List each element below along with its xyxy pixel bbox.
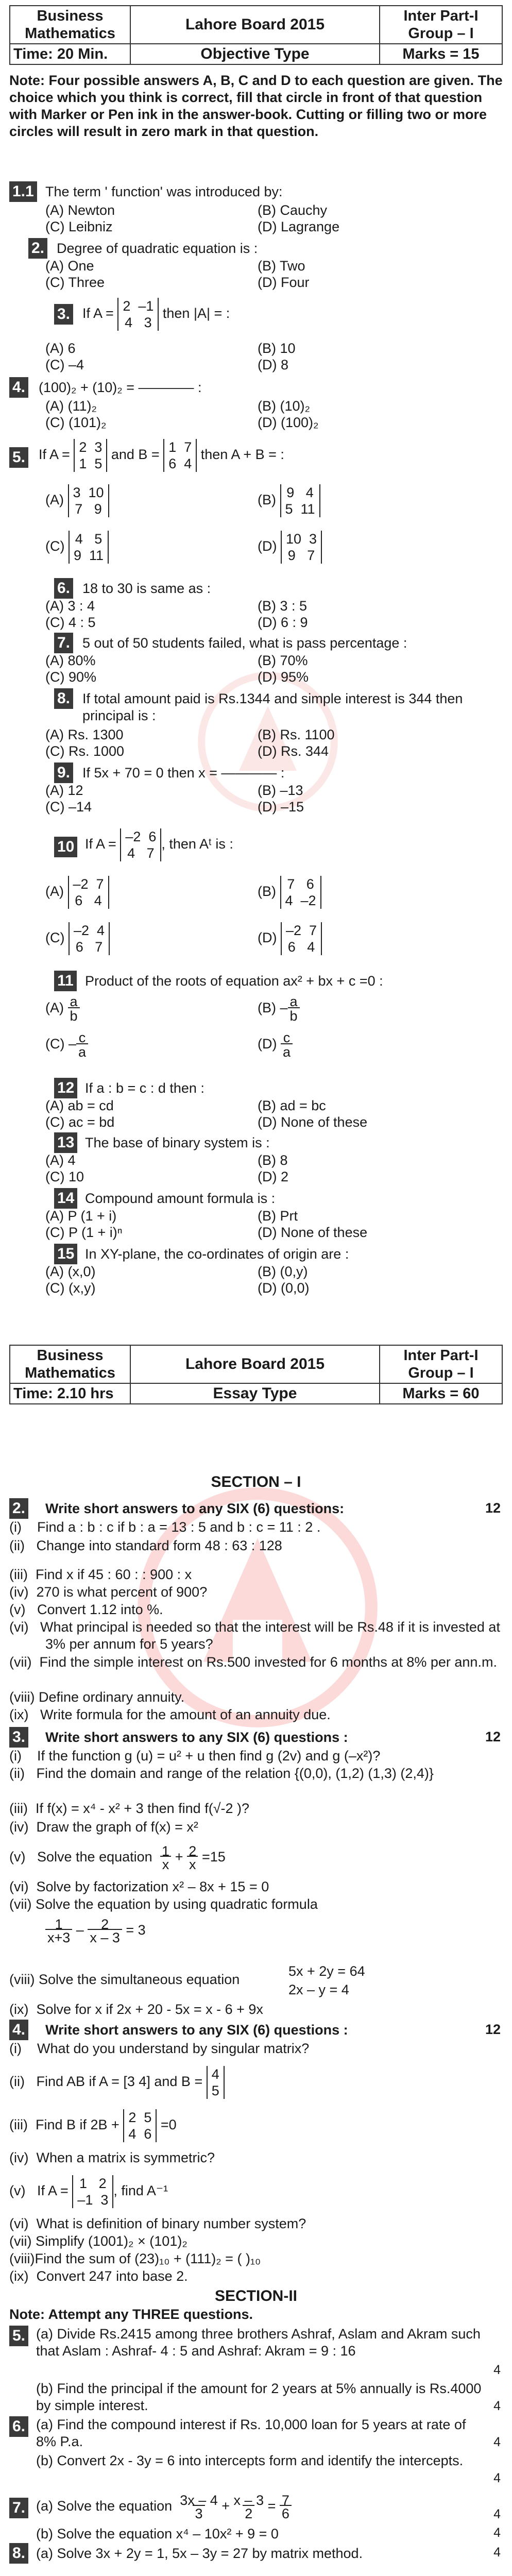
option-b: (B) –13 <box>258 783 303 798</box>
option-a: (A) (11)₂ <box>45 398 97 414</box>
option-c: (C) P (1 + i)ⁿ <box>45 1225 123 1240</box>
option-b: (B) ad = bc <box>258 1098 326 1113</box>
section-title: SECTION-II <box>214 2287 297 2304</box>
marks-label: 12 <box>485 2022 501 2037</box>
marks-cell: Marks = 15 <box>380 44 502 64</box>
question-number: 10 <box>54 837 77 857</box>
long-question: (a) Divide Rs.2415 among three brothers Ashraf, Aslam and Akram such that Aslam : Ashraf- 4 : 5 and Ashraf: Akram = 9 : 16 <box>36 2326 481 2359</box>
option-c: (C) 4 : 5 <box>45 615 96 630</box>
question-text: If A = –2 6 4 7, then Aᵗ is : <box>85 829 233 861</box>
option-c: (C) Rs. 1000 <box>45 743 125 759</box>
option-d: (D) 2 <box>258 1169 288 1184</box>
option-a: (A) 3 : 4 <box>45 598 95 614</box>
option-b: (B) – a b <box>258 994 300 1023</box>
option-c: (C) –14 <box>45 799 92 815</box>
sub-question: (iii) Find B if 2B + 2 5 4 6 =0 <box>9 2110 177 2142</box>
question-number: 14 <box>54 1188 77 1209</box>
option-d: (D) –2 7 6 4 <box>258 922 322 955</box>
marks-label: 4 <box>493 2545 501 2560</box>
sub-question: (iv) 270 is what percent of 900? <box>9 1584 208 1600</box>
option-c: (C) (101)₂ <box>45 415 107 430</box>
sub-question: (ix) Write formula for the amount of an annuity due. <box>9 1707 331 1722</box>
question-number: 4. <box>9 2020 28 2040</box>
time-cell: Time: 2.10 hrs <box>10 1383 130 1404</box>
sub-question: (vi) What is definition of binary number system? <box>9 2216 306 2231</box>
sub-question: (viii)Find the sum of (23)₁₀ + (111)₂ = ( )₁₀ <box>9 2251 261 2266</box>
section-title: SECTION – I <box>211 1473 301 1490</box>
question-text: Compound amount formula is : <box>85 1191 276 1206</box>
question-number: 3. <box>9 1727 28 1748</box>
option-d: (D) Lagrange <box>258 219 340 234</box>
sub-question: (viii) Solve the simultaneous equation <box>9 1972 240 1987</box>
question-text: If total amount paid is Rs.1344 and simple interest is 344 then principal is : <box>82 691 463 723</box>
question-number: 8. <box>54 688 73 709</box>
option-b: (B) (0,y) <box>258 1264 308 1279</box>
question-text: Write short answers to any SIX (6) questions : <box>45 2022 348 2038</box>
question-text: The term ' function' was introduced by: <box>45 184 283 199</box>
option-d: (D) (100)₂ <box>258 415 319 430</box>
option-a: (A) 4 <box>45 1153 76 1168</box>
question-text: In XY-plane, the co-ordinates of origin are : <box>85 1246 349 1262</box>
type-cell: Essay Type <box>130 1383 380 1404</box>
option-b: (B) (10)₂ <box>258 398 310 414</box>
sub-question: (vii) Simplify (1001)₂ × (101)₂ <box>9 2233 187 2249</box>
option-a: (A) 12 <box>45 783 83 798</box>
question-number: 2. <box>28 238 47 259</box>
option-b: (B) Two <box>258 258 305 274</box>
sub-question: (ii) Find AB if A = [3 4] and B = 4 5 <box>9 2066 225 2099</box>
option-d: (D) –15 <box>258 799 304 815</box>
option-c: (C) Leibniz <box>45 219 113 234</box>
marks-label: 4 <box>493 2507 501 2521</box>
question-number: 3. <box>54 304 73 325</box>
option-b: (B) 3 : 5 <box>258 598 308 614</box>
question-number: 6. <box>54 578 73 599</box>
board-cell: Lahore Board 2015 <box>130 1345 380 1383</box>
long-question: (a) Solve the equation 3x – 4 3 + x – 3 2 = 7 6 <box>36 2494 292 2520</box>
option-b: (B) 10 <box>258 341 296 356</box>
option-a: (A) 3 10 7 9 <box>45 484 109 517</box>
type-cell: Objective Type <box>130 44 380 64</box>
option-d: (D) 10 3 9 7 <box>258 531 322 564</box>
option-a: (A) P (1 + i) <box>45 1208 117 1224</box>
question-number: 2. <box>9 1498 28 1519</box>
marks-label: 4 <box>493 2399 501 2413</box>
sub-question: (ix) Convert 247 into base 2. <box>9 2268 188 2284</box>
marks-cell: Marks = 60 <box>380 1383 502 1404</box>
option-a: (A) (x,0) <box>45 1264 96 1279</box>
sub-question: (i) Find a : b : c if b : a = 13 : 5 and b : c = 11 : 2 . <box>9 1519 321 1535</box>
option-d: (D) None of these <box>258 1225 368 1240</box>
objective-note: Note: Four possible answers A, B, C and D to each question are given. The choice which you think is correct, fill that circle in front of that question with Marker or Pen ink in the answer-book. Cutting or filling two or more circles will result in zero mark in that question. <box>9 73 503 139</box>
question-text: 18 to 30 is same as : <box>82 581 211 596</box>
subject-cell: Business Mathematics <box>10 6 130 44</box>
option-c: (C) – c a <box>45 1030 88 1059</box>
option-d: (D) 95% <box>258 669 309 685</box>
option-d: (D) 8 <box>258 357 288 372</box>
question-text: 5 out of 50 students failed, what is pass percentage : <box>82 635 407 651</box>
sub-question: (iv) When a matrix is symmetric? <box>9 2150 215 2165</box>
sub-question: (ix) Solve for x if 2x + 20 - 5x = x - 6 + 9x <box>9 2002 263 2017</box>
sub-question: (iii) If f(x) = x⁴ - x² + 3 then find f(√-2 )? <box>9 1801 250 1816</box>
option-d: (D) Rs. 344 <box>258 743 329 759</box>
option-c: (C) ac = bd <box>45 1114 115 1130</box>
option-a: (A) One <box>45 258 94 274</box>
option-b: (B) Cauchy <box>258 202 328 218</box>
question-number: 7. <box>9 2498 28 2518</box>
question-number: 1.1 <box>9 181 37 202</box>
sub-question: (vi) Solve by factorization x² – 8x + 15 = 0 <box>9 1879 269 1894</box>
option-b: (B) Prt <box>258 1208 298 1224</box>
option-d: (D) c a <box>258 1030 293 1059</box>
long-question: (b) Solve the equation x⁴ – 10x² + 9 = 0 <box>36 2526 279 2541</box>
option-c: (C) –4 <box>45 357 84 372</box>
option-b: (B) 70% <box>258 653 308 668</box>
long-question: (a) Solve 3x + 2y = 1, 5x – 3y = 27 by matrix method. <box>36 2546 363 2561</box>
option-a: (A) a b <box>45 994 80 1023</box>
option-c: (C) –2 4 6 7 <box>45 922 110 955</box>
sub-question: (v) Convert 1.12 into %. <box>9 1602 163 1617</box>
question-text: If 5x + 70 = 0 then x = ———— : <box>82 765 285 781</box>
question-number: 12 <box>54 1078 77 1098</box>
equation: 5x + 2y = 64 2x – y = 4 <box>288 1963 365 1997</box>
question-text: Write short answers to any SIX (6) questions : <box>45 1730 348 1745</box>
option-b: (B) 8 <box>258 1153 288 1168</box>
option-b: (B) 7 6 4 –2 <box>258 876 321 909</box>
question-text: Degree of quadratic equation is : <box>57 241 258 256</box>
long-question: (b) Convert 2x - 3y = 6 into intercepts form and identify the intercepts. <box>36 2453 464 2468</box>
essay-header-table <box>9 1345 503 1404</box>
question-text: If a : b = c : d then : <box>85 1080 204 1096</box>
marks-label: 4 <box>493 2435 501 2449</box>
sub-question: (iii) Find x if 45 : 60 : : 900 : x <box>9 1567 192 1582</box>
option-a: (A) –2 7 6 4 <box>45 876 109 909</box>
sub-question: (ii) Find the domain and range of the relation {(0,0), (1,2) (1,3) (2,4)} <box>9 1766 434 1781</box>
option-b: (B) Rs. 1100 <box>258 727 335 742</box>
option-a: (A) 80% <box>45 653 96 668</box>
option-a: (A) Newton <box>45 202 115 218</box>
option-d: (D) None of these <box>258 1114 368 1130</box>
marks-label: 4 <box>493 2471 501 2485</box>
option-c: (C) Three <box>45 275 105 290</box>
question-number: 8. <box>9 2543 28 2564</box>
sub-question: (v) Solve the equation 1 x + 2 x =15 <box>9 1843 226 1872</box>
class-cell: Inter Part-I Group – I <box>380 1345 502 1383</box>
sub-question: (vii) Solve the equation by using quadratic formula <box>9 1896 318 1912</box>
option-d: (D) (0,0) <box>258 1280 310 1296</box>
question-text: Write short answers to any SIX (6) questions: <box>45 1501 345 1516</box>
class-cell: Inter Part-I Group – I <box>380 6 502 44</box>
equation: 1 x+3 – 2 x – 3 = 3 <box>45 1918 146 1944</box>
sub-question: (iv) Draw the graph of f(x) = x² <box>9 1819 198 1835</box>
question-number: 7. <box>54 633 73 653</box>
subject-cell: Business Mathematics <box>10 1345 130 1383</box>
section-note: Note: Attempt any THREE questions. <box>9 2307 253 2322</box>
marks-label: 12 <box>485 1500 501 1516</box>
marks-label: 12 <box>485 1729 501 1744</box>
question-number: 4. <box>9 377 28 398</box>
sub-question: (i) What do you understand by singular matrix? <box>9 2041 310 2056</box>
question-text: (100)₂ + (10)₂ = ———— : <box>39 380 202 395</box>
question-text: If A = 2 –1 4 3 then |A| = : <box>82 298 230 330</box>
question-number: 5. <box>9 447 28 468</box>
sub-question: (vi) What principal is needed so that the interest will be Rs.48 if it is invested at 3% per annum for 5 years? <box>9 1619 500 1652</box>
option-a: (A) ab = cd <box>45 1098 114 1113</box>
sub-question: (ii) Change into standard form 48 : 63 : 128 <box>9 1538 282 1553</box>
marks-label: 4 <box>493 2363 501 2377</box>
option-c: (C) 10 <box>45 1169 84 1184</box>
option-c: (C) 90% <box>45 669 97 685</box>
sub-question: (vii) Find the simple interest on Rs.500 invested for 6 months at 8% per ann.m. <box>9 1654 497 1670</box>
option-a: (A) 6 <box>45 341 76 356</box>
marks-label: 4 <box>493 2526 501 2540</box>
option-b: (B) 9 4 5 11 <box>258 484 320 517</box>
board-cell: Lahore Board 2015 <box>130 6 380 44</box>
sub-question: (viii) Define ordinary annuity. <box>9 1689 185 1705</box>
option-d: (D) Four <box>258 275 310 290</box>
time-cell: Time: 20 Min. <box>10 44 130 64</box>
question-number: 5. <box>9 2326 28 2346</box>
option-c: (C) (x,y) <box>45 1280 96 1296</box>
long-question: (b) Find the principal if the amount for 2 years at 5% annually is Rs.4000 by simple interest. <box>36 2381 482 2413</box>
question-number: 6. <box>9 2416 28 2437</box>
option-c: (C) 4 5 9 11 <box>45 531 109 564</box>
question-number: 13 <box>54 1132 77 1153</box>
sub-question: (v) If A = 1 2 –1 3, find A⁻¹ <box>9 2176 168 2208</box>
question-text: Product of the roots of equation ax² + bx + c =0 : <box>85 973 383 989</box>
long-question: (a) Find the compound interest if Rs. 10,000 loan for 5 years at rate of 8% P.a. <box>36 2417 466 2449</box>
objective-header-table <box>9 5 503 65</box>
sub-question: (i) If the function g (u) = u² + u then find g (2v) and g (–x²)? <box>9 1748 381 1764</box>
option-d: (D) 6 : 9 <box>258 615 308 630</box>
question-text: The base of binary system is : <box>85 1135 270 1150</box>
question-number: 11 <box>54 971 77 991</box>
option-a: (A) Rs. 1300 <box>45 727 124 742</box>
question-text: If A = 2 3 1 5 and B = 1 7 6 4 then A + B = : <box>39 439 284 471</box>
question-number: 15 <box>54 1244 77 1264</box>
question-number: 9. <box>54 762 73 783</box>
